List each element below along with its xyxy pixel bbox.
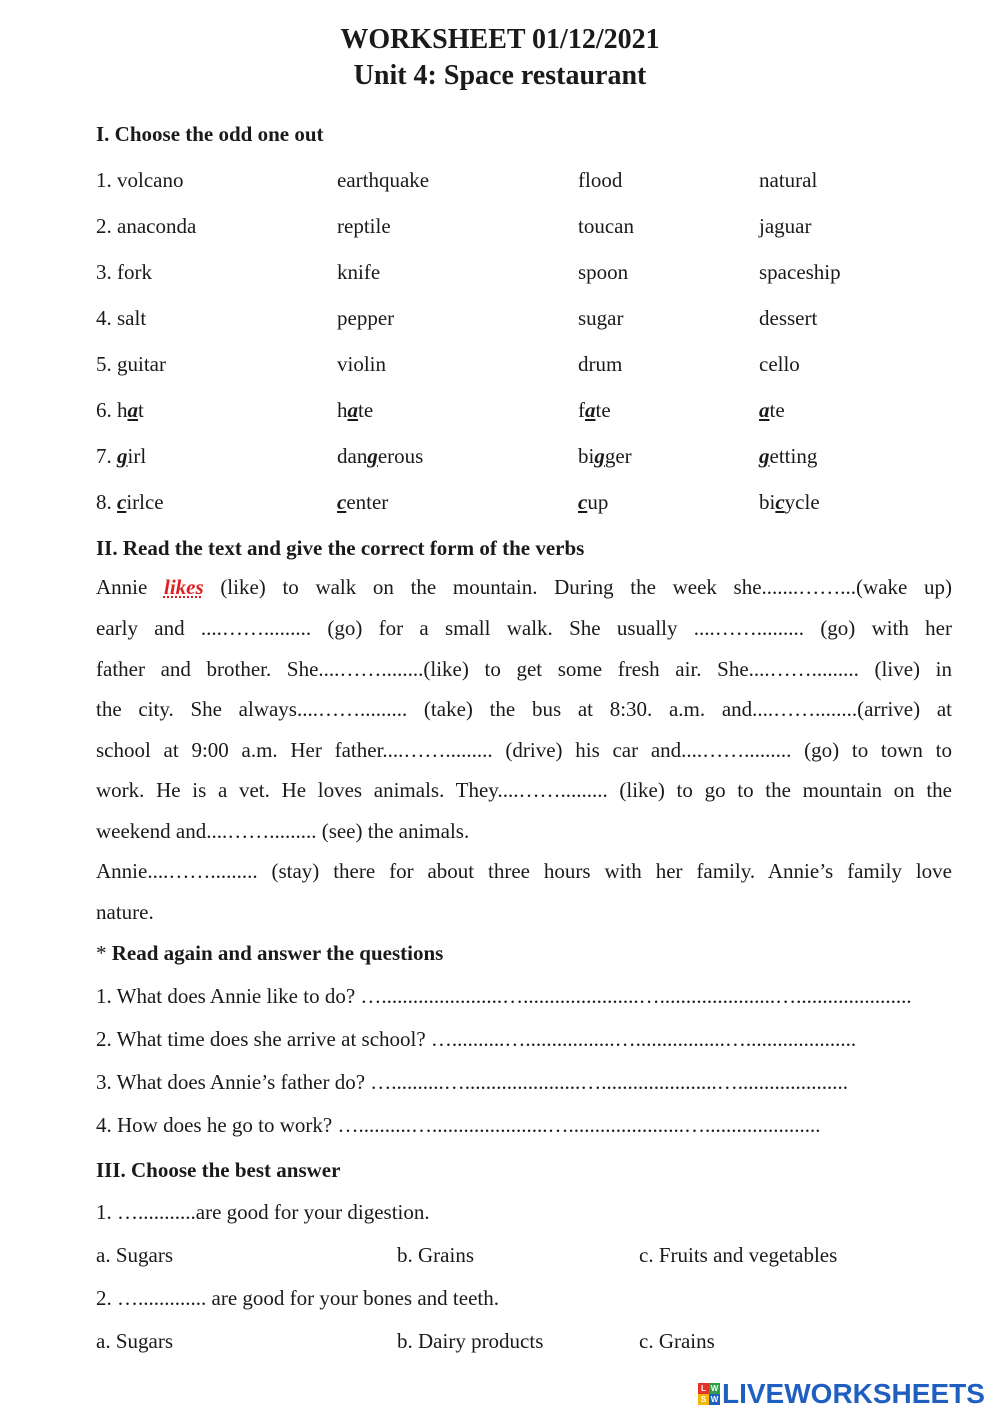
underlined-letter: g xyxy=(367,444,378,468)
section-1-heading: I. Choose the odd one out xyxy=(96,122,324,146)
underlined-letter: a xyxy=(347,398,358,422)
phonics-row xyxy=(96,490,956,520)
logo-mark-icon xyxy=(698,1383,720,1405)
word-option[interactable]: pepper xyxy=(337,306,395,330)
odd-one-out-row xyxy=(96,214,956,244)
comprehension-question[interactable]: 1. What does Annie like to do? ….......................…......................…......................…...................... xyxy=(96,984,912,1008)
mcq-option[interactable]: a. Sugars xyxy=(96,1243,173,1267)
word-option[interactable]: bicycle xyxy=(759,490,820,514)
word-option[interactable]: reptile xyxy=(337,214,391,238)
read-again-heading: * Read again and answer the questions xyxy=(96,941,444,965)
passage-line: weekend and....……......... (see) the animals. xyxy=(96,819,470,843)
section-3-heading: III. Choose the best answer xyxy=(96,1158,341,1182)
word-option[interactable]: drum xyxy=(578,352,623,376)
underlined-letter: a xyxy=(585,398,596,422)
mcq-option[interactable]: a. Sugars xyxy=(96,1329,173,1353)
word-option[interactable]: knife xyxy=(337,260,381,284)
word-option[interactable]: violin xyxy=(337,352,387,376)
passage-line: school at 9:00 a.m. Her father....……......... (drive) his car and....……......... (go) to town to xyxy=(96,738,952,762)
mcq-options xyxy=(96,1329,956,1359)
word-option[interactable]: 2. anaconda xyxy=(96,214,197,238)
logo-mark-tile: W xyxy=(710,1384,719,1393)
comprehension-question[interactable]: 2. What time does she arrive at school? …..........….................….................…..................... xyxy=(96,1027,857,1051)
section-2-heading: II. Read the text and give the correct form of the verbs xyxy=(96,536,585,560)
worksheet-subtitle: Unit 4: Space restaurant xyxy=(353,60,647,91)
word-option[interactable]: 8. cirlce xyxy=(96,490,164,514)
phonics-row xyxy=(96,398,956,428)
phonics-row xyxy=(96,444,956,474)
underlined-letter: g xyxy=(759,444,770,468)
word-option[interactable]: flood xyxy=(578,168,623,192)
underlined-letter: a xyxy=(127,398,138,422)
comprehension-question[interactable]: 3. What does Annie’s father do? …..........…......................…......................…..................... xyxy=(96,1070,849,1094)
passage-line: Annie likes (like) to walk on the mountain. During the week she.......……...(wake up) xyxy=(96,575,952,599)
underlined-letter: a xyxy=(759,398,770,422)
passage-line: early and ....……......... (go) for a small walk. She usually ....……......... (go) with her xyxy=(96,616,952,640)
mcq-option[interactable]: b. Dairy products xyxy=(397,1329,544,1353)
logo-mark-tile: S xyxy=(698,1394,709,1405)
mcq-option[interactable]: c. Grains xyxy=(639,1329,715,1353)
odd-one-out-row xyxy=(96,306,956,336)
word-option[interactable]: toucan xyxy=(578,214,634,238)
word-option[interactable]: cup xyxy=(578,490,609,514)
odd-one-out-row xyxy=(96,260,956,290)
mcq-question: 2. …............. are good for your bones and teeth. xyxy=(96,1286,499,1310)
word-option[interactable]: fate xyxy=(578,398,611,422)
word-option[interactable]: ate xyxy=(759,398,785,422)
underlined-letter: c xyxy=(775,490,785,514)
underlined-letter: c xyxy=(337,490,347,514)
word-option[interactable]: getting xyxy=(759,444,818,468)
logo-text: LIVEWORKSHEETS xyxy=(722,1378,985,1409)
word-option[interactable]: 6. hat xyxy=(96,398,144,422)
word-option[interactable]: spaceship xyxy=(759,260,841,284)
word-option[interactable]: cello xyxy=(759,352,800,376)
underlined-letter: c xyxy=(578,490,588,514)
odd-one-out-row xyxy=(96,168,956,198)
mcq-option[interactable]: b. Grains xyxy=(397,1243,474,1267)
passage-line: father and brother. She....……........(like) to get some fresh air. She....……......... (live) in xyxy=(96,657,952,681)
word-option[interactable]: center xyxy=(337,490,389,514)
worksheet-title: WORKSHEET 01/12/2021 xyxy=(340,24,660,55)
logo-mark-tile: W xyxy=(710,1395,719,1404)
word-option[interactable]: 7. girl xyxy=(96,444,147,468)
word-option[interactable]: natural xyxy=(759,168,818,192)
underlined-letter: c xyxy=(117,490,127,514)
passage-line: the city. She always....……......... (take) the bus at 8:30. a.m. and....……........(arrive) at xyxy=(96,697,952,721)
mcq-option[interactable]: c. Fruits and vegetables xyxy=(639,1243,838,1267)
mcq-options xyxy=(96,1243,956,1273)
logo-mark-tile: L xyxy=(698,1383,709,1394)
mcq-question: 1. …...........are good for your digestion. xyxy=(96,1200,430,1224)
underlined-letter: g xyxy=(117,444,128,468)
word-option[interactable]: earthquake xyxy=(337,168,430,192)
word-option[interactable]: sugar xyxy=(578,306,624,330)
underlined-letter: g xyxy=(594,444,605,468)
odd-one-out-row xyxy=(96,352,956,382)
word-option[interactable]: bigger xyxy=(578,444,632,468)
word-option[interactable]: dangerous xyxy=(337,444,424,468)
passage-line: nature. xyxy=(96,900,154,924)
word-option[interactable]: dessert xyxy=(759,306,818,330)
word-option[interactable]: 5. guitar xyxy=(96,352,166,376)
example-answer[interactable]: likes xyxy=(163,575,204,599)
word-option[interactable]: hate xyxy=(337,398,374,422)
passage-line: work. He is a vet. He loves animals. They....……......... (like) to go to the mountain on the xyxy=(96,778,952,802)
word-option[interactable]: 3. fork xyxy=(96,260,152,284)
comprehension-question[interactable]: 4. How does he go to work? …..........…......................…......................…...................... xyxy=(96,1113,821,1137)
word-option[interactable]: spoon xyxy=(578,260,629,284)
word-option[interactable]: jaguar xyxy=(759,214,812,238)
passage-line: Annie....……......... (stay) there for about three hours with her family. Annie’s family love xyxy=(96,859,952,883)
word-option[interactable]: 4. salt xyxy=(96,306,147,330)
liveworksheets-logo xyxy=(698,1378,985,1410)
word-option[interactable]: 1. volcano xyxy=(96,168,184,192)
